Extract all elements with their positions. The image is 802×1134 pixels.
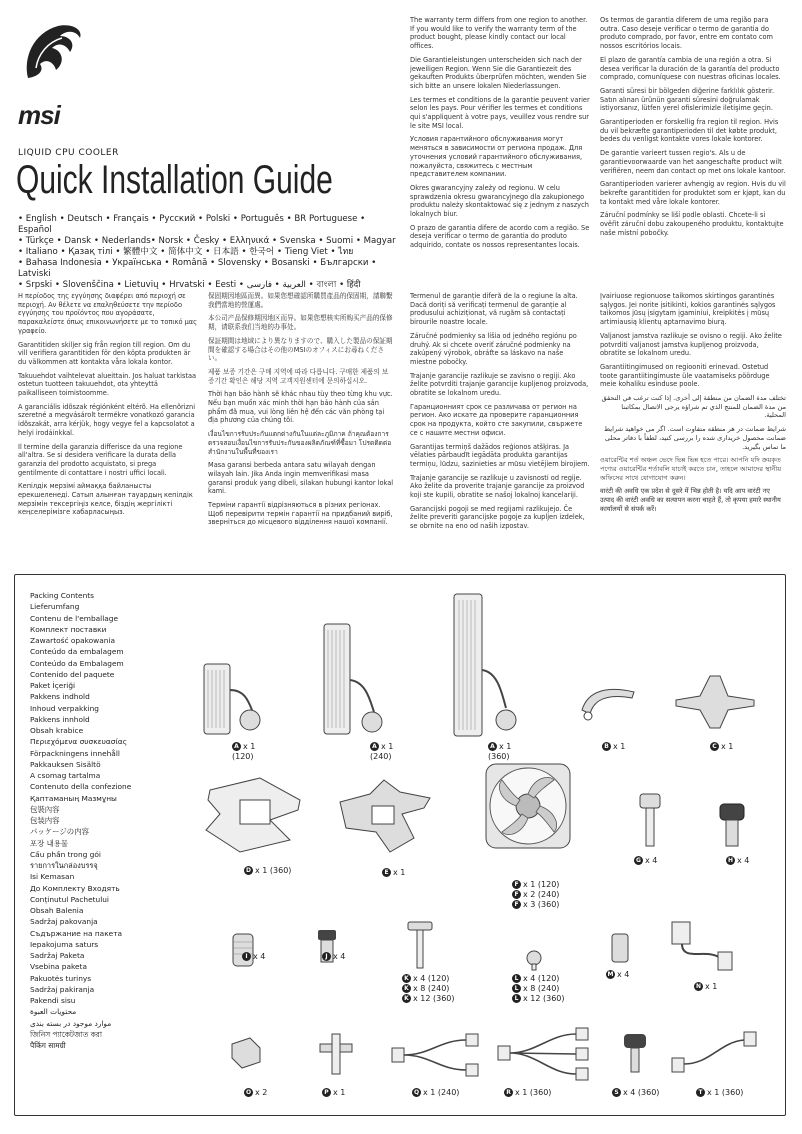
part-letter-badge: M <box>607 971 614 978</box>
warranty-text: شرایط ضمانت در هر منطقه متفاوت است. اگر می خواهید شرایط ضمانت محصول خریداری شده را بررسی کنید، لطفاً با دفاتر محلی ما تماس بگیرید. <box>604 425 786 451</box>
packing-contents-item: A csomag tartalma <box>30 771 101 780</box>
part-label-g <box>634 856 657 866</box>
cable-adapter-n-icon <box>668 918 738 978</box>
language-line: • English • Deutsch • Français • Русский • Polski • Português • BR Portuguese • Español <box>18 214 366 235</box>
warranty-text: Il termine della garanzia differisce da una regione all'altra. Se si desidera verificare la durata della garanzia del prodotto acquistato, si prega gentilmente di contattare i nostri uffici locali. <box>18 442 183 477</box>
warranty-text: Trajanje garancije se razlikuje u zavisnosti od regije. Ako želite da proverite trajanje garancije za proizvod koji ste kupili, obratite se našoj lokalnoj kancelariji. <box>410 473 585 500</box>
part-qty: x 1 <box>243 742 256 751</box>
part-qty: x 1 <box>613 742 626 751</box>
extension-cable-t-icon <box>670 1028 760 1078</box>
warranty-text: Takuuehdot vaihtelevat alueittain. Jos haluat tarkistaa ostetun tuotteen takuuehdot, ota yhteyttä paikalliseen toimistoomme. <box>18 371 197 398</box>
packing-contents-item: Lieferumfang <box>30 602 80 612</box>
part-label-p <box>322 1088 345 1098</box>
warranty-column-bottom-2 <box>208 292 394 532</box>
packing-contents-item: До Комплекту Входять <box>30 883 120 893</box>
part-letter-badge: T <box>696 1088 705 1097</box>
warranty-text: 保証期間は地域により異なりますので、購入した製品の保証期間を確認する場合はその他のMSIのオフィスにお尋ねください。 <box>208 336 393 363</box>
packing-contents-item: Zawartość opakowania <box>30 636 116 645</box>
language-line: • Bahasa Indonesia • Українська • Română • Slovensky • Bosanski • Български • Latviski <box>18 258 377 279</box>
packing-contents-item: Pakkens innhold <box>30 714 90 724</box>
language-line: • Srpski • Slovenščina • Lietuvių • Hrvatski • Eesti • العربية • فارسی • বাংলা • हिंदी <box>18 280 361 290</box>
packing-contents-item: Contenuto della confezione <box>30 782 132 792</box>
part-letter-badge: L <box>512 994 521 1003</box>
packing-contents-item: Conteúdo da embalagem <box>30 647 124 657</box>
part-qty: x 4 (360) <box>623 1088 660 1097</box>
part-qty: x 1 <box>499 742 512 751</box>
radiator-120-icon <box>200 660 262 740</box>
part-qty: x 1 <box>705 982 718 991</box>
part-label-n <box>694 982 717 992</box>
part-letter-badge: G <box>634 856 643 865</box>
part-label-r <box>504 1088 551 1098</box>
warranty-text: 本公司产品保修期因地区而异。如果您想核实所购买产品的保修期，请联系我们当地的办事处。 <box>208 314 393 332</box>
warranty-text: De garantie varieert tussen regio's. Als u de garantievoorwaarde van het aangeschafte product wilt verifiëren, neem dan contact op met ons lokale kantoor. <box>600 149 786 175</box>
part-qty: x 1 <box>381 742 394 751</box>
language-list <box>18 214 398 291</box>
part-letter-badge: E <box>382 868 391 877</box>
part-letter-badge: I <box>242 952 251 961</box>
packing-contents-item: 包装内容 <box>30 816 60 825</box>
warranty-text: The warranty term differs from one region to another. If you would like to verify the warranty term of the product bought, please kindly contact our local offices. <box>410 16 588 51</box>
warranty-text: Įvairiuose regionuose taikomos skirtingos garantinės sąlygos. Jei norite įsitikinti, kokios garantinės sąlygos taikomos jūsų įsigytam įgaminiui, kreipkitės į mūsų artimiausią klientų aptarnavimo biurą. <box>600 292 776 327</box>
part-label-a120 <box>232 742 255 762</box>
warranty-text: ওয়ারেন্টির শর্ত অঞ্চল ভেদে ভিন্ন ভিন্ন হতে পারে। আপনি যদি ক্রয়কৃত পণ্যের ওয়ারেন্টির শর্তাবলি যাচাই করতে চান, তাহলে আমাদের স্থানীয় অফিসের সাথে যোগাযোগ করুন। <box>600 456 782 482</box>
packing-contents-item: Sadržaj pakiranja <box>30 984 95 994</box>
part-letter-badge: A <box>488 742 497 751</box>
part-letter-badge: H <box>727 857 734 864</box>
fan-splitter-cable-r-icon <box>496 1026 592 1082</box>
packing-contents-item: Комплект поставки <box>30 624 107 634</box>
part-qty: x 4 <box>617 970 630 979</box>
warranty-text: Trajanje garancije razlikuje se zavisno o regiji. Ako želite potvrditi trajanje garancije kupljenog proizvoda, obratite se lokalnom uredu. <box>410 371 589 398</box>
warranty-text: Garantijas termiņš dažādos reģionos atšķiras. Ja vēlaties pārbaudīt iegādāta produkta garantijas termiņu, lūdzu, sazinieties ar mūsu vietējiem birojiem. <box>410 442 590 468</box>
nut-m-icon <box>608 930 632 966</box>
warranty-column-top-2 <box>600 16 786 242</box>
warranty-text: Условия гарантийного обслуживания могут меняться в зависимости от региона продаж. Для уточнения условий гарантийного обслуживания, пожалуйста, свяжитесь с местным представителем компании. <box>410 135 583 179</box>
packing-contents-item: Iepakojuma saturs <box>30 939 99 949</box>
warranty-text: Záruční podmínky se liší podle oblasti. Chcete-li si ověřit záruční dobu zakoupeného produktu, kontaktujte naše místní pobočky. <box>600 211 784 237</box>
warranty-text: เงื่อนไขการรับประกันแตกต่างกันในแต่ละภูมิภาค ถ้าคุณต้องการตรวจสอบเงื่อนไขการรับประกันของผลิตภัณฑ์ที่ซื้อมา โปรดติดต่อสำนักงานในพื้นที่ของเรา <box>208 430 392 456</box>
packing-contents-item: Pakkens indhold <box>30 692 90 702</box>
part-qty: x 3 (360) <box>523 900 560 909</box>
part-label-h <box>726 856 749 866</box>
part-qty: x 2 <box>255 1088 268 1097</box>
part-qty: x 4 <box>333 952 346 961</box>
part-qty: x 8 (240) <box>523 984 560 993</box>
part-letter-badge: A <box>232 742 241 751</box>
part-letter-badge: K <box>402 994 411 1003</box>
packing-contents-item: Isi Kemasan <box>30 872 75 882</box>
packing-contents-item: Περιεχόμενα συσκευασίας <box>30 737 128 747</box>
packing-contents-item: Contenu de l'emballage <box>30 613 119 623</box>
screw-s-icon <box>620 1030 650 1076</box>
part-label-a360 <box>488 742 511 762</box>
packing-contents-item: Obsah Balenia <box>30 906 84 915</box>
product-subtitle: LIQUID CPU COOLER <box>18 148 119 158</box>
part-letter-badge: K <box>402 974 411 983</box>
part-qty: x 2 (240) <box>523 890 560 899</box>
part-label-l <box>512 974 565 1004</box>
part-qty: x 1 <box>721 742 734 751</box>
screw-g-icon <box>630 790 670 850</box>
packing-contents-item: Vsebina paketa <box>30 962 87 972</box>
part-qty: x 1 (120) <box>523 880 560 889</box>
warranty-text: Гаранционният срок се различава от регион на регион. Ако искате да проверите гаранционния срок на продукта, който сте закупили, свържете се с нашите местни офиси. <box>410 402 583 437</box>
warranty-text: Кепілдік мерзімі аймаққа байланысты ерекшеленеді. Сатып алынған тауардың кепілдік мерзімін тексергіңіз келсе, біздің жергілікті кеңселерімізге хабарласыңыз. <box>18 482 193 517</box>
language-line: • Türkçe • Dansk • Nederlands• Norsk • Česky • Ελληνικά • Svenska • Suomi • Magyar <box>18 236 396 246</box>
part-label-a240 <box>370 742 393 762</box>
part-label-i <box>242 952 265 962</box>
part-qty: x 1 <box>333 1088 346 1097</box>
part-label-k <box>402 974 455 1004</box>
backplate-d-icon <box>200 770 310 860</box>
brand-logo-text: msi <box>18 100 60 130</box>
packing-contents-item: জিনিস প্যাকেটজাত করা <box>30 1029 102 1039</box>
packing-contents-item: 包裝內容 <box>30 804 60 814</box>
part-letter-badge: F <box>512 880 521 889</box>
warranty-text: Garantiitingimused on regiooniti erinevad. Ostetud toote garantiitingimuste üle vaatamiseks pöörduge meie kohaliku esinduse poole. <box>600 362 770 389</box>
packing-contents-item: รายการในกล่องบรรจุ <box>30 861 98 870</box>
part-label-m <box>606 970 629 980</box>
packing-contents-item: Contenido del paquete <box>30 669 115 679</box>
warranty-text: Termenul de garanție diferă de la o regiune la alta. Dacă doriți să verificați termenul de garanție al produsului achiziționat, vă rugăm să contactați birourile noastre locale. <box>410 292 578 327</box>
part-letter-badge: B <box>602 742 611 751</box>
packing-contents-item: موارد موجود در بسته بندی <box>30 1018 112 1028</box>
packing-contents-item: Förpackningens innehåll <box>30 748 120 758</box>
part-qty: x 1 (360) <box>707 1088 744 1097</box>
mounting-bracket-c-icon <box>670 666 760 736</box>
packing-contents-item: पैकिंग सामग्री <box>30 1041 66 1050</box>
nut-i-icon <box>228 930 258 970</box>
part-qty: x 4 (120) <box>413 974 450 983</box>
warranty-text: Garantiperioden er forskellig fra region til region. Hvis du vil bekræfte garantiperioden til det købte produkt, bedes du venligst kontakte vores lokale kontorer. <box>600 118 779 144</box>
part-qty: x 4 <box>253 952 266 961</box>
part-qty: x 4 <box>737 856 750 865</box>
part-qty: x 12 (360) <box>413 994 455 1003</box>
warranty-text: Thời hạn bảo hành sẽ khác nhau tùy theo từng khu vực. Nếu bạn muốn xác minh thời hạn bảo hành của sản phẩm đã mua, vui lòng liên hệ đến các văn phòng tại địa phương của chúng tôi. <box>208 390 393 425</box>
warranty-text: Záručné podmienky sa líšia od jedného regiónu po druhý. Ak si chcete overiť záručné podmienky na zakúpený výrobok, obráťte sa láskavo na naše miestne pobočky. <box>410 331 577 366</box>
warranty-text: O prazo de garantia difere de acordo com a região. Se deseja verificar o termo de garantia do produto adquirido, contate os nossos representantes locais. <box>410 223 590 250</box>
packing-contents-item: Conteúdo da Embalagem <box>30 658 124 668</box>
long-screw-k-icon <box>400 920 440 970</box>
warranty-text: 제품 보증 기간은 구매 지역에 따라 다릅니다. 구매한 제품의 보증기간 확인은 해당 지역 고객지원센터에 문의하십시오. <box>208 367 389 385</box>
bracket-o-icon <box>226 1032 266 1072</box>
packing-contents-item: Cấu phần trong gói <box>30 849 101 859</box>
part-letter-badge: J <box>322 952 331 961</box>
warranty-text: El plazo de garantía cambia de una región a otra. Si desea verificar la duración de la garantía del producto comprado, comuníquese con nuestras oficinas locales. <box>600 55 781 82</box>
language-line: • Italiano • Қазақ тілі • 繁體中文 • 简体中文 • 日本語 • 한국어 • Tieng Viet • ไทย <box>18 247 354 257</box>
part-letter-badge: D <box>244 866 253 875</box>
part-letter-badge: R <box>504 1088 513 1097</box>
warranty-text: Терміни гарантії відрізняються в різних регіонах. Щоб перевірити термін гарантії на придбаний виріб, зверніться до місцевого відділення нашої компанії. <box>208 501 393 527</box>
part-letter-badge: Q <box>413 1089 420 1096</box>
warranty-text: वारंटी की अवधि एक प्रदेश से दूसरे में भिन्न होती है। यदि आप वारंटी नए उत्पाद की वारंटी अवधि का सत्यापन करना चाहते हैं, तो कृपया हमारे स्थानीय कार्यालयों से संपर्क करें। <box>600 487 781 513</box>
radiator-240-icon <box>320 620 386 740</box>
short-screw-l-icon <box>522 948 546 972</box>
part-label-j <box>322 952 345 962</box>
part-label-b <box>602 742 625 752</box>
part-label-e <box>382 868 405 878</box>
part-letter-badge: N <box>695 983 702 990</box>
part-letter-badge: A <box>370 742 379 751</box>
part-letter-badge: K <box>402 984 411 993</box>
part-letter-badge: P <box>322 1088 331 1097</box>
part-qty: x 1 (360) <box>515 1088 552 1097</box>
part-letter-badge: F <box>512 900 521 909</box>
packing-contents-item: Sadržaj pakovanja <box>30 917 98 927</box>
packing-contents-item: Obsah krabice <box>30 726 84 735</box>
warranty-text: Les termes et conditions de la garantie peuvent varier selon les pays. Pour vérifier les termes et conditions qui s'appliquent à votre pays, veuillez vous rendre sur le site MSI local. <box>410 95 590 130</box>
part-letter-badge: S <box>612 1088 621 1097</box>
fan-icon <box>482 760 574 852</box>
part-qty: x 4 (120) <box>523 974 560 983</box>
part-label-c <box>710 742 733 752</box>
packing-contents-item: Conținutul Pachetului <box>30 894 109 904</box>
warranty-text: Garanti süresi bir bölgeden diğerine farklılık gösterir. Satın alınan ürünün garanti süresini doğrulamak istiyorsanız, lütfen yerel ofislerimizle iletişime geçin. <box>600 86 775 113</box>
warranty-text: Valjanost jamstva razlikuje se ovisno o regiji. Ako želite potvrditi valjanost jamstva kupljenog proizvoda, obratite se lokalnom uredu. <box>600 331 782 358</box>
part-letter-badge: O <box>245 1089 252 1096</box>
part-note: (120) <box>232 752 254 761</box>
standoff-h-icon <box>712 800 752 850</box>
part-label-f <box>512 880 559 910</box>
warranty-text: Os termos de garantia diferem de uma região para outra. Caso deseje verificar o termo de garantia do produto comprado, por favor, entre em contato com nossos escritórios locais. <box>600 16 773 51</box>
packing-contents-item: محتويات العبوة <box>30 1007 77 1017</box>
warranty-text: Die Garantieleistungen unterscheiden sich nach der jeweiligen Region. Wenn Sie die Garantiezeit des gekauften Produkts überprüfen möchten, wenden Sie sich bitte an unsere lokalen Niederlassungen. <box>410 55 587 90</box>
fan-splitter-cable-q-icon <box>390 1030 480 1080</box>
part-qty: x 4 <box>645 856 658 865</box>
backplate-e-icon <box>330 772 440 862</box>
packing-contents-item: Packing Contents <box>30 591 95 600</box>
warranty-text: A garanciális idõszak régiónként eltérõ. Ha ellenõrizni szeretné a megvásárolt termékre vonatkozó garancia idõszakát, arra kérjük, hogy vegye fel a kapcsolatot a helyi irodáinkkal. <box>18 402 196 437</box>
part-label-d <box>244 866 291 876</box>
part-label-t <box>696 1088 743 1098</box>
packing-contents-item: Inhoud verpakking <box>30 703 99 713</box>
warranty-text: Garantitiden skiljer sig från region till region. Om du vill verifiera garantitiden för den köpta produkten är du välkommen att kontakta våra lokala kontor. <box>18 340 191 366</box>
mounting-bracket-b-icon <box>578 680 638 730</box>
packing-contents-item: Қаптаманың Мазмұны <box>30 793 117 803</box>
msi-dragon-logo-icon <box>18 18 88 88</box>
part-letter-badge: C <box>710 742 719 751</box>
warranty-column-bottom-4 <box>600 292 786 518</box>
packing-contents-item: Съдържание на пакета <box>30 928 123 938</box>
part-qty: x 8 (240) <box>413 984 450 993</box>
part-note: (360) <box>488 752 510 761</box>
part-note: (240) <box>370 752 392 761</box>
packing-contents-item: パッケージの内容 <box>30 827 89 837</box>
page-title: Quick Installation Guide <box>16 158 333 202</box>
warranty-column-bottom-3 <box>410 292 590 536</box>
packing-contents-item: Sadržaj Paketa <box>30 951 85 960</box>
packing-contents-item: Pakuotės turinys <box>30 973 92 983</box>
warranty-column-top-1 <box>410 16 590 255</box>
warranty-text: Η περίοδος της εγγύησης διαφέρει από περιοχή σε περιοχή. Αν θέλετε να επαληθεύσετε την περίοδο εγγύησης του προϊόντος που αγοράσατε, παρακαλείστε όπως επικοινωνήσετε με το τοπικό μας γραφείο. <box>18 292 198 335</box>
part-letter-badge: F <box>512 890 521 899</box>
warranty-text: Okres gwarancyjny zależy od regionu. W celu sprawdzenia okresu gwarancyjnego dla zakupionego produktu należy skontaktować się z jednym z naszych lokalnych biur. <box>410 183 589 219</box>
part-letter-badge: L <box>512 984 521 993</box>
part-label-s <box>612 1088 659 1098</box>
part-letter-badge: L <box>512 974 521 983</box>
warranty-text: 保固期因地區而異。如果您想確認所購買產品的保固期，請聯繫我們當地的營運處。 <box>208 292 393 309</box>
packing-contents-item: 포장 내용물 <box>30 838 69 848</box>
part-qty: x 1 (360) <box>255 866 292 875</box>
packing-contents-list <box>30 590 150 1051</box>
part-label-o <box>244 1088 267 1098</box>
warranty-text: تختلف مدة الضمان من منطقة إلى أخرى. إذا كنت ترغب في التحقق من مدة الضمان للمنتج الذي تم شراؤه يرجى الاتصال بمكاتبنا المحلية. <box>601 394 786 420</box>
part-qty: x 1 <box>393 868 406 877</box>
part-qty: x 12 (360) <box>523 994 565 1003</box>
warranty-column-bottom-1 <box>18 292 198 522</box>
packing-contents-item: Pakendi sisu <box>30 996 76 1005</box>
thermal-paste-p-icon <box>316 1028 356 1078</box>
warranty-text: Masa garansi berbeda antara satu wilayah dengan wilayah lain. Jika Anda ingin memverifikasi masa garansi produk yang dibeli, silakan hubungi kantor lokal kami. <box>208 461 394 496</box>
packing-contents-item: Pakkauksen Sisältö <box>30 759 101 769</box>
warranty-text: Garantiperioden varierer avhengig av region. Hvis du vil bekrefte garantitiden for produktet som er kjøpt, kan du ta kontakt med våre lokale kontorer. <box>600 180 786 206</box>
packing-contents-item: Paket İçeriği <box>30 681 76 690</box>
warranty-text: Garancijski pogoji se med regijami razlikujejo. Če želite preveriti garancijske pogoje za kupljen izdelek, se obrnite na eno od naših izpostav. <box>410 504 585 531</box>
part-label-q <box>412 1088 459 1098</box>
part-qty: x 1 (240) <box>423 1088 460 1097</box>
radiator-360-icon <box>450 590 520 740</box>
